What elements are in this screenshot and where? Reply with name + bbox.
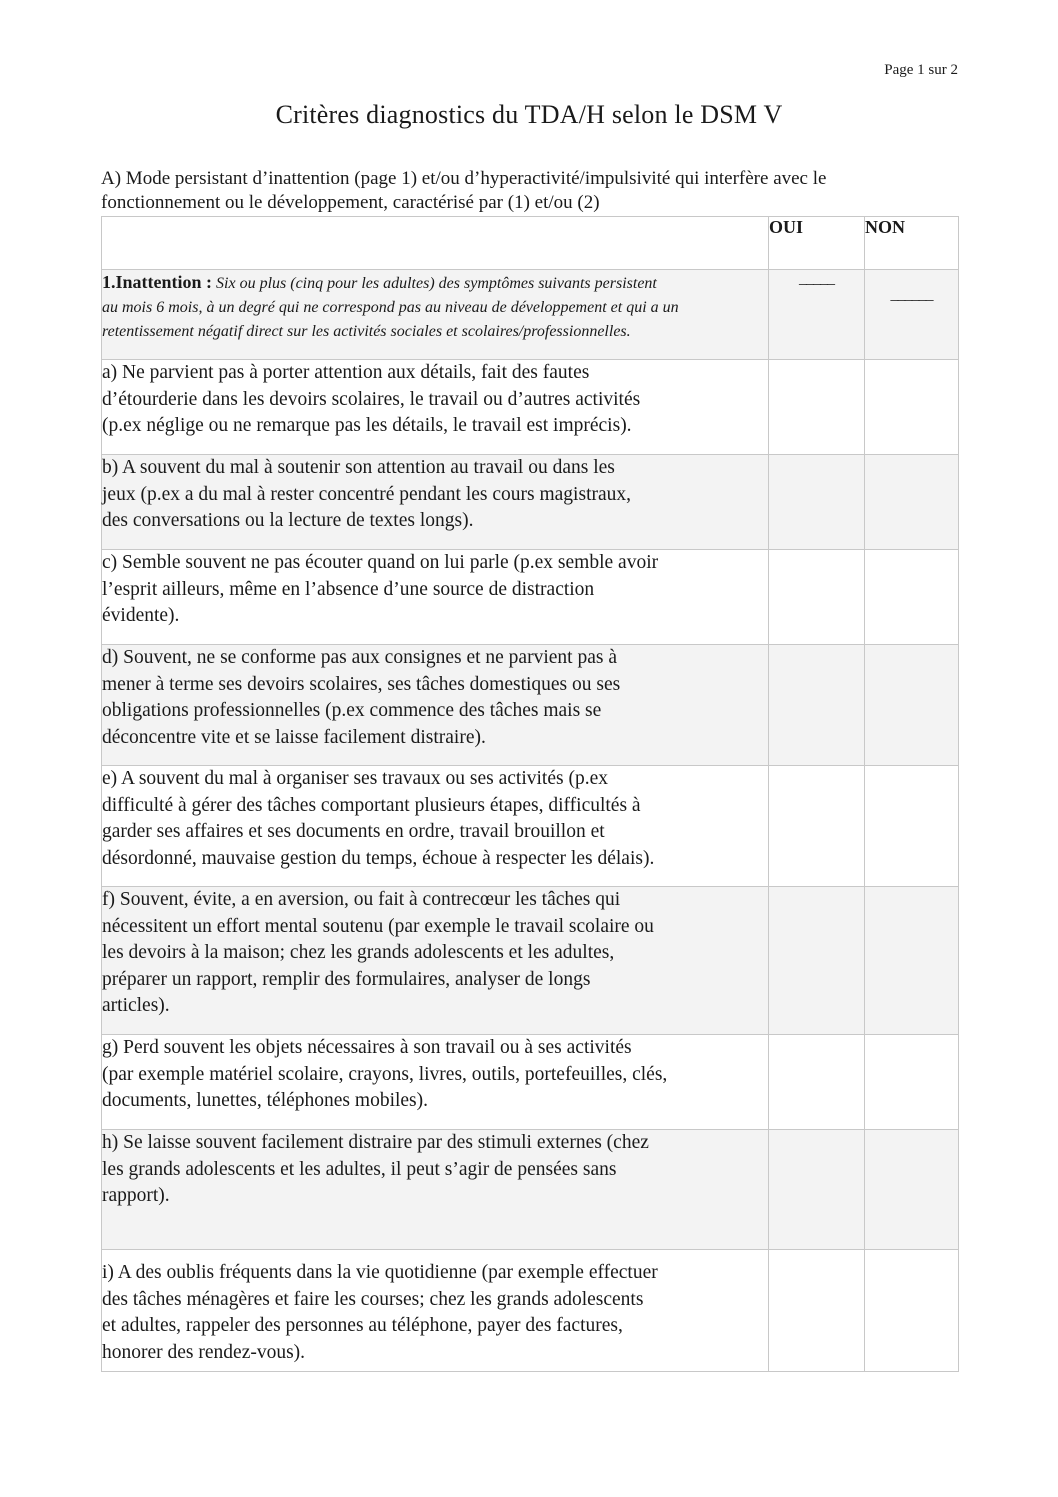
criterion-c-oui-cell[interactable] (769, 550, 865, 645)
criterion-d-oui-cell[interactable] (769, 645, 865, 766)
criterion-line: e) A souvent du mal à organiser ses travaux ou ses activités (p.ex (102, 768, 608, 789)
table-row (102, 766, 959, 887)
criterion-line: préparer un rapport, remplir des formulaires, analyser de longs (102, 968, 591, 990)
document-title: Critères diagnostics du TDA/H selon le DSM V (275, 100, 783, 129)
intro-line-1: A) Mode persistant d’inattention (page 1) et/ou d’hyperactivité/impulsivité qui interfère avec le (101, 168, 827, 189)
criterion-line: l’esprit ailleurs, même en l’absence d’une source de distraction (102, 578, 595, 600)
criterion-line: nécessitent un effort mental soutenu (par exemple le travail scolaire ou (102, 915, 654, 937)
criterion-line: désordonné, mauvaise gestion du temps, échoue à respecter les délais). (102, 847, 655, 869)
criterion-d (102, 645, 769, 766)
criterion-line: des tâches ménagères et faire les courses; chez les grands adolescents (102, 1288, 644, 1310)
section-label: 1.Inattention : (102, 272, 213, 292)
criterion-d-non-cell[interactable] (865, 645, 959, 766)
criterion-i-non-cell[interactable] (865, 1250, 959, 1372)
criterion-i-oui-cell[interactable] (769, 1250, 865, 1372)
criterion-line: f) Souvent, évite, a en aversion, ou fait à contrecœur les tâches qui (102, 889, 621, 910)
criterion-line: i) A des oublis fréquents dans la vie quotidienne (par exemple effectuer (102, 1262, 658, 1283)
table-row (102, 1250, 959, 1372)
criterion-line: articles). (102, 995, 170, 1016)
criterion-line: mener à terme ses devoirs scolaires, ses tâches domestiques ou ses (102, 673, 621, 695)
criterion-c-non-cell[interactable] (865, 550, 959, 645)
criterion-line: garder ses affaires et ses documents en ordre, travail brouillon et (102, 821, 605, 842)
criterion-line: et adultes, rappeler des personnes au téléphone, payer des factures, (102, 1315, 623, 1336)
criterion-line: difficulté à gérer des tâches comportant plusieurs étapes, difficultés à (102, 794, 641, 816)
criterion-line: h) Se laisse souvent facilement distraire par des stimuli externes (chez (102, 1132, 649, 1153)
criterion-f-non-cell[interactable] (865, 887, 959, 1035)
intro-paragraph (101, 167, 961, 215)
criterion-line: obligations professionnelles (p.ex commence des tâches mais se (102, 700, 602, 721)
criterion-a-non-cell[interactable] (865, 360, 959, 455)
criterion-h-non-cell[interactable] (865, 1130, 959, 1250)
criterion-c (102, 550, 769, 645)
table-row (102, 455, 959, 550)
criterion-line: a) Ne parvient pas à porter attention aux détails, fait des fautes (102, 362, 590, 383)
criterion-line: les devoirs à la maison; chez les grands adolescents et les adultes, (102, 942, 615, 963)
criterion-line: g) Perd souvent les objets nécessaires à son travail ou à ses activités (102, 1037, 632, 1058)
criterion-b (102, 455, 769, 550)
header-oui: OUI (769, 217, 865, 270)
table-row (102, 887, 959, 1035)
criterion-line: (par exemple matériel scolaire, crayons, livres, outils, portefeuilles, clés, (102, 1063, 668, 1085)
criterion-g-non-cell[interactable] (865, 1035, 959, 1130)
section-oui-blank[interactable]: _____ (769, 270, 865, 360)
criterion-line: évidente). (102, 605, 180, 626)
criterion-line: d’étourderie dans les devoirs scolaires, le travail ou d’autres activités (102, 388, 641, 410)
section-description (102, 270, 769, 360)
criterion-line: les grands adolescents et les adultes, il peut s’agir de pensées sans (102, 1158, 617, 1180)
criterion-line: honorer des rendez-vous). (102, 1341, 306, 1363)
criterion-a (102, 360, 769, 455)
section-row-inattention (102, 270, 959, 360)
criterion-line: d) Souvent, ne se conforme pas aux consignes et ne parvient pas à (102, 647, 617, 668)
criterion-e (102, 766, 769, 887)
section-line-2: au mois 6 mois, à un degré qui ne correspond pas au niveau de développement et qui a un (102, 299, 679, 316)
criterion-b-non-cell[interactable] (865, 455, 959, 550)
criterion-line: déconcentre vite et se laisse facilement distraire). (102, 726, 486, 748)
intro-line-2: fonctionnement ou le développement, caractérisé par (1) et/ou (2) (101, 192, 600, 213)
criterion-f (102, 887, 769, 1035)
section-line-3: retentissement négatif direct sur les activités sociales et scolaires/professionnelles. (102, 323, 631, 340)
table-row (102, 645, 959, 766)
table-row (102, 1035, 959, 1130)
page-number: Page 1 sur 2 (884, 62, 958, 78)
criterion-e-non-cell[interactable] (865, 766, 959, 887)
criterion-e-oui-cell[interactable] (769, 766, 865, 887)
table-row (102, 1130, 959, 1250)
criterion-g (102, 1035, 769, 1130)
table-row (102, 550, 959, 645)
criterion-line: (p.ex néglige ou ne remarque pas les détails, le travail est imprécis). (102, 415, 632, 436)
criterion-f-oui-cell[interactable] (769, 887, 865, 1035)
criterion-line: c) Semble souvent ne pas écouter quand on lui parle (p.ex semble avoir (102, 552, 659, 573)
criterion-line: documents, lunettes, téléphones mobiles). (102, 1090, 429, 1111)
criterion-line: jeux (p.ex a du mal à rester concentré pendant les cours magistraux, (102, 483, 632, 505)
criterion-line: des conversations ou la lecture de textes longs). (102, 510, 474, 531)
table-row (102, 360, 959, 455)
section-line-1: Six ou plus (cinq pour les adultes) des symptômes suivants persistent (216, 275, 657, 292)
criterion-h (102, 1130, 769, 1250)
section-non-blank[interactable]: ______ (865, 270, 959, 360)
criteria-table (101, 216, 959, 1372)
criterion-line: rapport). (102, 1185, 170, 1206)
header-empty-cell (102, 217, 769, 270)
criterion-a-oui-cell[interactable] (769, 360, 865, 455)
criterion-line: b) A souvent du mal à soutenir son attention au travail ou dans les (102, 457, 615, 478)
criterion-h-oui-cell[interactable] (769, 1130, 865, 1250)
header-non: NON (865, 217, 959, 270)
criterion-g-oui-cell[interactable] (769, 1035, 865, 1130)
table-header-row (102, 217, 959, 270)
criterion-i (102, 1250, 769, 1372)
criterion-b-oui-cell[interactable] (769, 455, 865, 550)
